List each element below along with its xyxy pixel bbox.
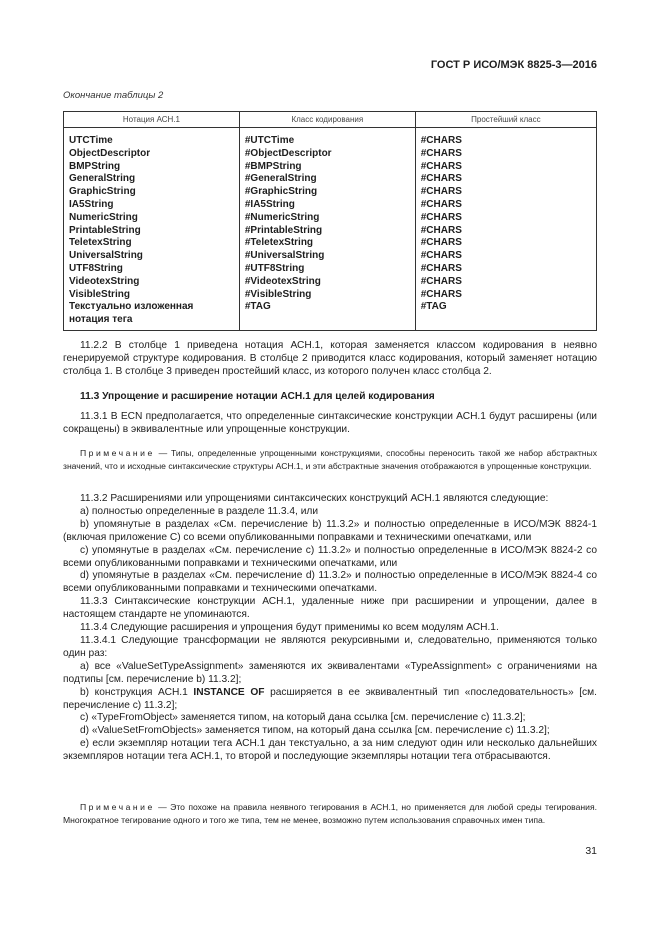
list-item: a) все «ValueSetTypeAssignment» заменяются их эквивалентами «TypeAssignment» с ограничениями на подтипы [см. перечисление b) 11.3.2]; <box>63 660 597 685</box>
table-cell: GeneralString <box>69 173 136 185</box>
encoding-class-column <box>239 128 415 331</box>
paragraph-11-3-1: 11.3.1 В ECN предполагается, что определенные синтаксические конструкции АСН.1 будут расширены (или сокращены) в эквивалентные или упрощенные конструкции. <box>63 411 597 435</box>
table-cell: #NumericString <box>244 211 320 223</box>
table-cell: TeletexString <box>69 237 132 249</box>
table-cell: #CHARS <box>420 211 462 223</box>
list-item: b) конструкция АСН.1 INSTANCE OF расширяется в ее эквивалентный тип «последовательность» [см. перечисление c) 11.3.2]; <box>63 686 597 711</box>
list-item: a) полностью определенные в разделе 11.3.4, или <box>80 505 319 517</box>
column-header: Нотация АСН.1 <box>64 112 240 128</box>
list-item: d) «ValueSetFromObjects» заменяется типом, на который дана ссылка [см. перечисление c) 11.3.2]; <box>80 725 550 737</box>
paragraph-11-3-3: 11.3.3 Синтаксические конструкции АСН.1, удаленные ниже при расширении и упрощении, далее в настоящем стандарте не упоминаются. <box>63 596 597 621</box>
table-cell: #TAG <box>244 301 271 313</box>
table-cell: #TeletexString <box>244 237 314 249</box>
primitive-class-column <box>415 128 596 331</box>
table-caption: Окончание таблицы 2 <box>63 90 164 101</box>
table-cell: #CHARS <box>420 275 462 287</box>
table-cell: #ObjectDescriptor <box>244 147 332 159</box>
list-item: e) если экземпляр нотации тега АСН.1 дан текстуально, а за ним следуют один или несколько дальнейших экземпляров нотации тега АСН.1, то второй и последующие экземпляры нотации тега отбрасываются. <box>63 738 597 763</box>
note-label: Примечание <box>80 802 155 812</box>
paragraph-11-3-2: 11.3.2 Расширениями или упрощениями синтаксических конструкций АСН.1 являются следующие: <box>80 493 549 504</box>
list-item: c) «TypeFromObject» заменяется типом, на который дана ссылка [см. перечисление c) 11.3.2]; <box>80 712 526 724</box>
table-cell: NumericString <box>69 211 138 223</box>
list-item: b) упомянутые в разделах «См. перечисление b) 11.3.2» и полностью определенные в ИСО/МЭК 8824-1 (включая приложение С) со всеми опубликованными поправками и техническими опечатками, или <box>63 518 597 543</box>
table-cell: #UTF8String <box>244 262 305 274</box>
table-cell: #CHARS <box>420 160 462 172</box>
table-cell: #CHARS <box>420 250 462 262</box>
table-cell: #IA5String <box>244 198 295 210</box>
paragraph-11-3-4: 11.3.4 Следующие расширения и упрощения будут применимы ко всем модулям АСН.1. <box>80 622 499 634</box>
table-cell: #CHARS <box>420 237 462 249</box>
table-cell: ObjectDescriptor <box>69 147 151 159</box>
table-cell: #VisibleString <box>244 288 312 300</box>
table-cell: #GraphicString <box>244 186 318 198</box>
paragraph-11-2-2: 11.2.2 В столбце 1 приведена нотация АСН.1, которая заменяется классом кодирования в неявно генерируемой структуре кодирования. В столбце 2 приводится класс кодирования, который заменяет нотацию столбца 1. В столбце 3 приведен простейший класс, из которого получен класс столбца 2. <box>63 340 597 377</box>
table-cell: Текстуально изложенная <box>69 301 194 313</box>
table-cell: #CHARS <box>420 262 462 274</box>
table-cell: IA5String <box>69 198 114 210</box>
table-cell: #PrintableString <box>244 224 323 236</box>
column-header: Класс кодирования <box>239 112 415 128</box>
list-item: c) упомянутые в разделах «См. перечисление c) 11.3.2» и полностью определенные в ИСО/МЭК 8824-2 со всеми опубликованными поправками и техническими опечатками, или <box>63 544 597 569</box>
section-heading-11-3: 11.3 Упрощение и расширение нотации АСН.1 для целей кодирования <box>80 391 435 402</box>
document-header: ГОСТ Р ИСО/МЭК 8825-3—2016 <box>430 59 597 71</box>
paragraphs-11-3-2-to-11-3-4-1 <box>63 493 597 764</box>
table-cell: #CHARS <box>420 135 462 146</box>
table-cell: #UTCTime <box>244 135 295 146</box>
table-cell: #CHARS <box>420 147 462 159</box>
table-cell: #CHARS <box>420 198 462 210</box>
table-cell: #CHARS <box>420 288 462 300</box>
table-2 <box>63 111 597 331</box>
table-cell: #BMPString <box>244 160 302 172</box>
table-cell: UniversalString <box>69 250 143 262</box>
list-item: d) упомянутые в разделах «См. перечисление d) 11.3.2» и полностью определенные в ИСО/МЭК 8824-4 со всеми опубликованными поправками и техническими опечатками. <box>63 570 597 595</box>
table-cell: #UniversalString <box>244 250 325 262</box>
notation-column <box>64 128 240 331</box>
page-number: 31 <box>585 845 597 857</box>
table-cell: #CHARS <box>420 186 462 198</box>
table-cell: VideotexString <box>69 275 140 287</box>
note-2: Примечание — Это похоже на правила неявного тегирования в АСН.1, но применяется для любой среды тегирования. Многократное тегирование одного и того же типа, тем не менее, возможно путем использования справочных имен типа. <box>63 802 597 825</box>
column-header: Простейший класс <box>415 112 596 128</box>
table-cell: #CHARS <box>420 224 462 236</box>
table-cell: нотация тега <box>69 314 133 326</box>
table-cell: #VideotexString <box>244 275 321 287</box>
paragraph-11-3-4-1: 11.3.4.1 Следующие трансформации не являются рекурсивными и, следовательно, применяются только один раз: <box>63 634 597 659</box>
note-1: Примечание — Типы, определенные упрощенными конструкциями, способны переносить такой же набор абстрактных значений, что и исходные синтаксические структуры АСН.1, и эти абстрактные значения отображаются в упрощенные конструкции. <box>63 448 597 471</box>
table-cell: #CHARS <box>420 173 462 185</box>
table-cell: GraphicString <box>69 186 136 198</box>
table-cell: BMPString <box>69 160 121 172</box>
table-cell: UTCTime <box>69 135 113 146</box>
table-cell: UTF8String <box>69 262 123 274</box>
table-cell: VisibleString <box>69 288 130 300</box>
table-cell: #TAG <box>420 301 447 313</box>
table-cell: #GeneralString <box>244 173 317 185</box>
note-label: Примечание <box>80 448 155 458</box>
table-cell: PrintableString <box>69 224 141 236</box>
